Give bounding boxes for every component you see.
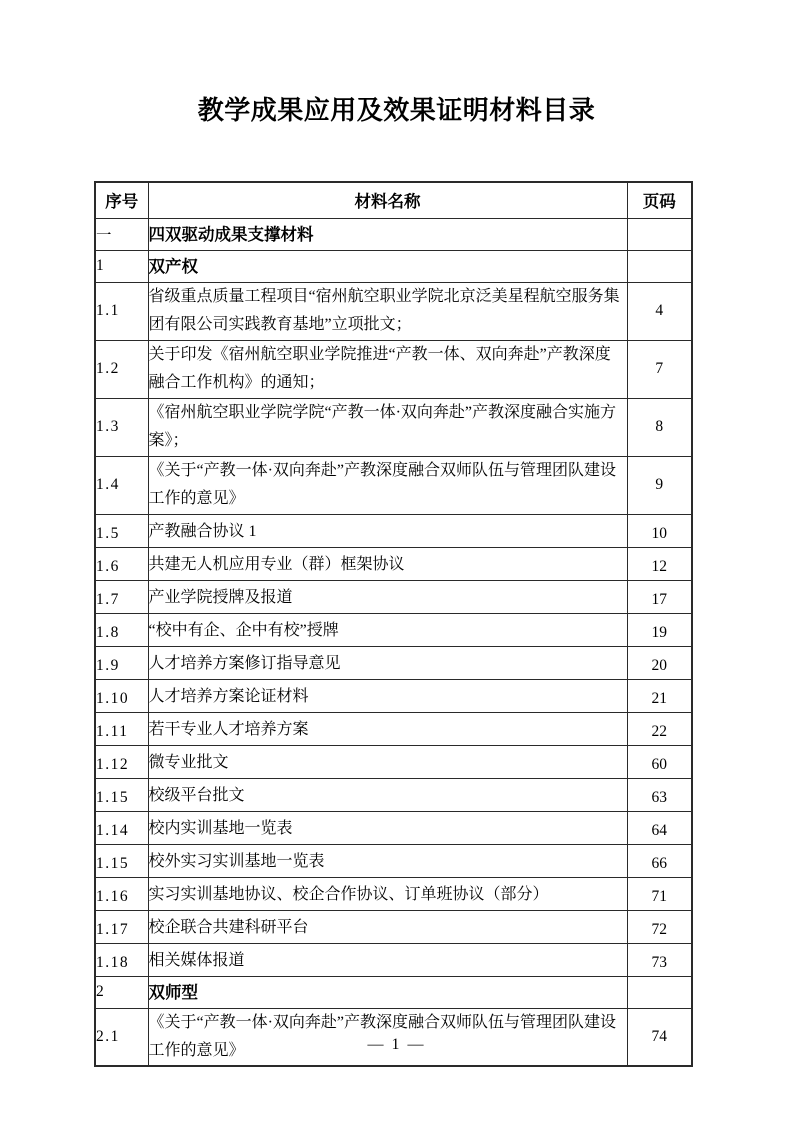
material-row (95, 943, 692, 976)
page-number (627, 976, 692, 1008)
material-name: 《关于“产教一体·双向奔赴”产教深度融合双师队伍与管理团队建设工作的意见》 (148, 1008, 627, 1066)
page-number: 17 (627, 580, 692, 613)
material-name: 产教融合协议 1 (148, 514, 627, 547)
material-name: 人才培养方案论证材料 (148, 679, 627, 712)
page-number: 4 (627, 282, 692, 340)
row-number: 1.18 (95, 943, 148, 976)
material-name: 四双驱动成果支撑材料 (148, 218, 627, 250)
material-row (95, 679, 692, 712)
material-name: 《关于“产教一体·双向奔赴”产教深度融合双师队伍与管理团队建设工作的意见》 (148, 456, 627, 514)
material-name: 人才培养方案修订指导意见 (148, 646, 627, 679)
row-number: 1.11 (95, 712, 148, 745)
page-footer-number: — 1 — (367, 1036, 426, 1053)
material-row (95, 712, 692, 745)
material-row (95, 778, 692, 811)
table-body (95, 218, 692, 1066)
material-name: 关于印发《宿州航空职业学院推进“产教一体、双向奔赴”产教深度融合工作机构》的通知； (148, 340, 627, 398)
material-name: 双产权 (148, 250, 627, 282)
row-number: 1.4 (95, 456, 148, 514)
page-number (627, 218, 692, 250)
material-name: 校企联合共建科研平台 (148, 910, 627, 943)
material-row (95, 811, 692, 844)
material-row (95, 877, 692, 910)
material-row (95, 910, 692, 943)
material-name: 实习实训基地协议、校企合作协议、订单班协议（部分） (148, 877, 627, 910)
row-number: 1.17 (95, 910, 148, 943)
material-row (95, 580, 692, 613)
material-name: “校中有企、企中有校”授牌 (148, 613, 627, 646)
page-number: 72 (627, 910, 692, 943)
row-number: 1.6 (95, 547, 148, 580)
material-row (95, 613, 692, 646)
table-header-row (95, 182, 692, 218)
row-number: 1.14 (95, 811, 148, 844)
material-name: 双师型 (148, 976, 627, 1008)
page-number: 19 (627, 613, 692, 646)
page-number: 63 (627, 778, 692, 811)
page-number (627, 250, 692, 282)
document-title: 教学成果应用及效果证明材料目录 (197, 96, 596, 125)
page-number: 20 (627, 646, 692, 679)
material-name: 校级平台批文 (148, 778, 627, 811)
row-number: 一 (95, 218, 148, 250)
row-number: 1.2 (95, 340, 148, 398)
material-row (95, 340, 692, 398)
material-row (95, 745, 692, 778)
page-number: 66 (627, 844, 692, 877)
material-name: 省级重点质量工程项目“宿州航空职业学院北京泛美星程航空服务集团有限公司实践教育基地”立项批文； (148, 282, 627, 340)
material-row (95, 547, 692, 580)
row-number: 2.1 (95, 1008, 148, 1066)
page-number: 64 (627, 811, 692, 844)
column-header-material-name: 材料名称 (148, 182, 627, 218)
material-name: 共建无人机应用专业（群）框架协议 (148, 547, 627, 580)
section-row (95, 218, 692, 250)
material-name: 校外实习实训基地一览表 (148, 844, 627, 877)
page-number: 7 (627, 340, 692, 398)
page-number: 71 (627, 877, 692, 910)
row-number: 1 (95, 250, 148, 282)
row-number: 1.7 (95, 580, 148, 613)
section-row (95, 250, 692, 282)
page-number: 74 (627, 1008, 692, 1066)
column-header-page: 页码 (627, 182, 692, 218)
page-number: 73 (627, 943, 692, 976)
row-number: 1.15 (95, 778, 148, 811)
page-number: 8 (627, 398, 692, 456)
row-number: 1.15 (95, 844, 148, 877)
material-row (95, 514, 692, 547)
row-number: 1.12 (95, 745, 148, 778)
page-number: 12 (627, 547, 692, 580)
material-name: 相关媒体报道 (148, 943, 627, 976)
material-name: 校内实训基地一览表 (148, 811, 627, 844)
material-row (95, 456, 692, 514)
page-number: 60 (627, 745, 692, 778)
row-number: 1.10 (95, 679, 148, 712)
row-number: 1.5 (95, 514, 148, 547)
material-row (95, 282, 692, 340)
section-row (95, 976, 692, 1008)
material-row (95, 398, 692, 456)
page-number: 21 (627, 679, 692, 712)
page-number: 9 (627, 456, 692, 514)
page-number: 22 (627, 712, 692, 745)
row-number: 1.16 (95, 877, 148, 910)
material-name: 产业学院授牌及报道 (148, 580, 627, 613)
row-number: 1.3 (95, 398, 148, 456)
row-number: 1.9 (95, 646, 148, 679)
materials-toc-table (94, 181, 693, 1067)
material-name: 微专业批文 (148, 745, 627, 778)
material-row (95, 646, 692, 679)
page-number: 10 (627, 514, 692, 547)
material-name: 《宿州航空职业学院学院“产教一体·双向奔赴”产教深度融合实施方案》； (148, 398, 627, 456)
row-number: 1.1 (95, 282, 148, 340)
row-number: 2 (95, 976, 148, 1008)
material-row (95, 844, 692, 877)
column-header-number: 序号 (95, 182, 148, 218)
material-name: 若干专业人才培养方案 (148, 712, 627, 745)
row-number: 1.8 (95, 613, 148, 646)
